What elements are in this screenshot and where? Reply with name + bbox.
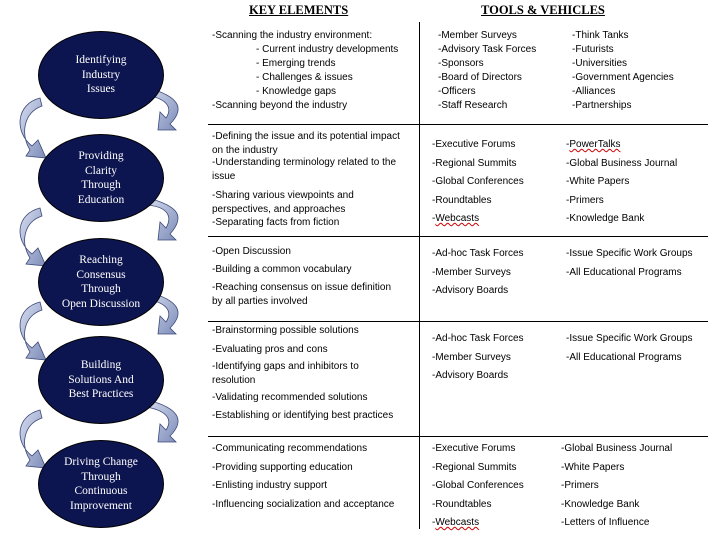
list-item: -Open Discussion xyxy=(212,246,291,257)
stage-label: Identifying Industry Issues xyxy=(75,54,127,96)
tools-4a xyxy=(432,330,524,386)
tools-2a xyxy=(432,136,524,229)
list-item: -Building a common vocabulary xyxy=(212,264,352,275)
header-key-elements: KEY ELEMENTS xyxy=(249,3,349,17)
list-item: -Executive Forums xyxy=(432,139,516,150)
list-item: -All Educational Programs xyxy=(566,266,682,278)
stage-reaching-consensus xyxy=(38,238,164,326)
tools-5a xyxy=(432,440,524,533)
list-item: -Separating facts from fiction xyxy=(212,217,340,228)
list-item: -Advisory Boards xyxy=(432,285,509,296)
list-item: -Identifying gaps and inhibitors to resolution xyxy=(212,361,359,386)
tools-1b xyxy=(572,29,674,113)
list-item: -PowerTalks xyxy=(566,139,621,150)
list-item: -Global Business Journal xyxy=(561,443,673,454)
list-item: -Regional Summits xyxy=(432,157,517,169)
tools-3b xyxy=(566,245,693,282)
list-item: -Member Surveys xyxy=(432,351,511,363)
list-item: -Communicating recommendations xyxy=(212,443,368,454)
key-elements-3 xyxy=(212,245,402,309)
key-elements-2 xyxy=(212,130,402,230)
list-item: -Establishing or identifying best practices xyxy=(212,410,394,421)
list-item: -Scanning the industry environment: xyxy=(212,30,373,41)
list-item: -Advisory Task Forces xyxy=(438,44,537,55)
list-item: -Ad-hoc Task Forces xyxy=(432,333,524,344)
list-item: - Knowledge gaps xyxy=(256,86,337,97)
list-item: -Board of Directors xyxy=(438,72,522,83)
stage-label: Providing Clarity Through Education xyxy=(77,150,125,206)
list-item: -Member Surveys xyxy=(438,30,517,41)
tools-5b xyxy=(561,440,672,533)
list-item: -Government Agencies xyxy=(572,72,674,83)
list-item: -Partnerships xyxy=(572,100,632,111)
list-item: -Officers xyxy=(438,86,476,97)
list-item: - Emerging trends xyxy=(256,58,336,69)
tools-1a xyxy=(438,29,536,113)
list-item: -Primers xyxy=(561,480,599,491)
list-item: -Validating recommended solutions xyxy=(212,392,368,403)
list-item: -Reaching consensus on issue definition by all parties involved xyxy=(212,282,392,307)
list-item: - Challenges & issues xyxy=(256,72,353,83)
list-item: -Issue Specific Work Groups xyxy=(566,248,693,259)
tools-3a xyxy=(432,245,524,301)
list-item: -Understanding terminology related to the issue xyxy=(212,157,397,182)
list-item: -Think Tanks xyxy=(572,30,629,41)
list-item: -Issue Specific Work Groups xyxy=(566,333,693,344)
arrow-2 xyxy=(20,208,46,266)
list-item: -Defining the issue and its potential impact on the industry xyxy=(212,131,400,156)
list-item: -Executive Forums xyxy=(432,443,516,454)
list-item: -Scanning beyond the industry xyxy=(212,100,348,111)
stage-label: Driving Change Through Continuous Improvement xyxy=(64,456,138,512)
list-item: -Influencing socialization and acceptance xyxy=(212,498,395,510)
key-elements-1 xyxy=(212,29,398,113)
list-item: -Member Surveys xyxy=(432,266,511,278)
arrow-4 xyxy=(20,410,46,468)
list-item: -Sponsors xyxy=(438,58,484,69)
header-tools-vehicles: TOOLS & VEHICLES xyxy=(481,3,605,17)
list-item: -White Papers xyxy=(566,176,630,187)
list-item: -Global Conferences xyxy=(432,176,524,187)
arrow-3 xyxy=(20,302,46,360)
list-item: -Webcasts xyxy=(432,517,480,528)
list-item: -Universities xyxy=(572,58,628,69)
key-elements-5 xyxy=(212,440,394,514)
list-item: -Roundtables xyxy=(432,498,492,510)
list-item: -Roundtables xyxy=(432,194,492,206)
arrow-1 xyxy=(20,98,46,158)
tools-2b xyxy=(566,136,677,229)
list-item: -Enlisting industry support xyxy=(212,480,328,491)
stage-identifying-issues xyxy=(38,31,164,119)
list-item: -Webcasts xyxy=(432,213,480,224)
stage-label: Building Solutions And Best Practices xyxy=(68,359,134,401)
list-item: -Global Conferences xyxy=(432,480,524,491)
list-item: -Alliances xyxy=(572,86,616,97)
list-item: -Letters of Influence xyxy=(561,517,650,528)
tools-4b xyxy=(566,330,693,367)
list-item: -Brainstorming possible solutions xyxy=(212,325,359,336)
key-elements-4 xyxy=(212,324,402,423)
stage-providing-clarity xyxy=(38,134,164,222)
list-item: -Knowledge Bank xyxy=(561,498,640,510)
list-item: -White Papers xyxy=(561,461,625,473)
list-item: -Advisory Boards xyxy=(432,370,509,381)
list-item: -Futurists xyxy=(572,44,614,55)
list-item: - Current industry developments xyxy=(256,44,399,55)
stage-driving-change xyxy=(38,440,164,528)
list-item: -Knowledge Bank xyxy=(566,213,645,224)
list-item: -Sharing various viewpoints and perspectives, and approaches xyxy=(212,190,354,215)
list-item: -Staff Research xyxy=(438,100,508,111)
list-item: -Providing supporting education xyxy=(212,461,353,473)
list-item: -Ad-hoc Task Forces xyxy=(432,248,524,259)
list-item: -All Educational Programs xyxy=(566,351,682,363)
stage-label: Reaching Consensus Through Open Discussion xyxy=(61,254,141,310)
list-item: -Regional Summits xyxy=(432,461,517,473)
stage-building-solutions xyxy=(38,336,164,424)
list-item: -Primers xyxy=(566,194,604,206)
list-item: -Evaluating pros and cons xyxy=(212,344,328,355)
list-item: -Global Business Journal xyxy=(566,157,678,169)
